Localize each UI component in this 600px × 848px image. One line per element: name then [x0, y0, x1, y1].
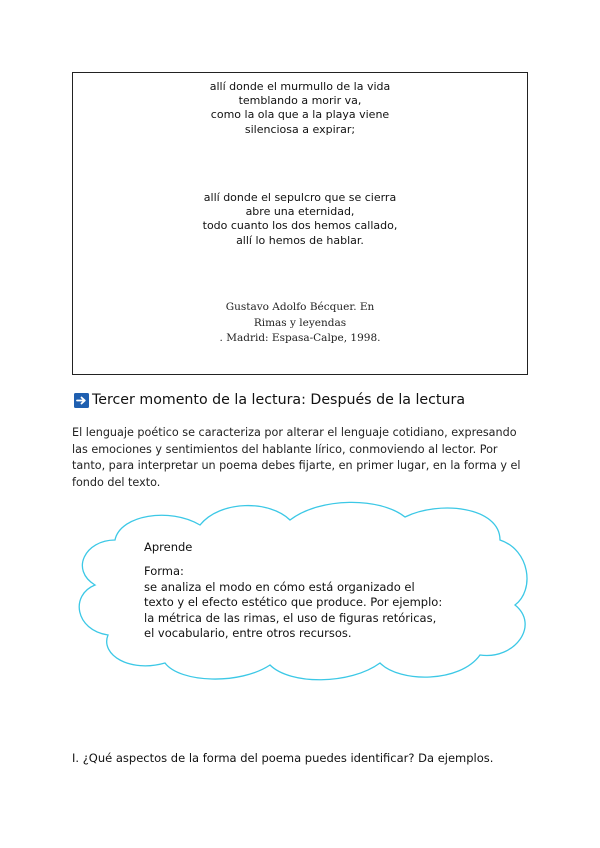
citation-line: Rimas y leyendas	[253, 316, 347, 329]
poem-line: temblando a morir va,	[238, 94, 362, 108]
poem-line: allí donde el sepulcro que se cierra	[203, 191, 397, 204]
section-heading-text: Tercer momento de la lectura: Después de la lectura	[92, 392, 466, 408]
citation-line: . Madrid: Espasa-Calpe, 1998.	[219, 332, 381, 344]
poem-stanza-2	[73, 191, 527, 248]
aprende-body-block	[144, 564, 444, 642]
arrow-right-icon	[74, 393, 89, 408]
poem-citation	[73, 300, 527, 347]
aprende-subtitle: Forma:	[144, 564, 184, 578]
poem-line: abre una eternidad,	[245, 205, 355, 219]
poem-line: allí lo hemos de hablar.	[236, 233, 364, 247]
poem-line: como la ola que a la playa viene	[210, 108, 390, 122]
poem-line: todo cuanto los dos hemos callado,	[202, 219, 398, 233]
poem-stanza-1	[73, 80, 527, 137]
question-1: I. ¿Qué aspectos de la forma del poema puedes identificar? Da ejemplos.	[72, 751, 494, 765]
poem-line: allí donde el murmullo de la vida	[209, 80, 391, 93]
intro-paragraph: El lenguaje poético se caracteriza por alterar el lenguaje cotidiano, expresando las emociones y sentimientos del hablante lírico, conmoviendo al lector. Por tanto, para interpretar un poema debes fijarte, en primer lugar, en la forma y el fondo del texto.	[72, 426, 521, 489]
section-heading	[74, 392, 465, 408]
aprende-body: se analiza el modo en cómo está organizado el texto y el efecto estético que produce. Por ejemplo: la métrica de las rimas, el uso de figuras retóricas, el vocabulario, entre otros recursos.	[144, 579, 443, 641]
poem-box	[72, 72, 528, 375]
poem-line: silenciosa a expirar;	[244, 122, 356, 136]
citation-line: Gustavo Adolfo Bécquer. En	[225, 301, 375, 313]
aprende-title: Aprende	[144, 540, 193, 554]
